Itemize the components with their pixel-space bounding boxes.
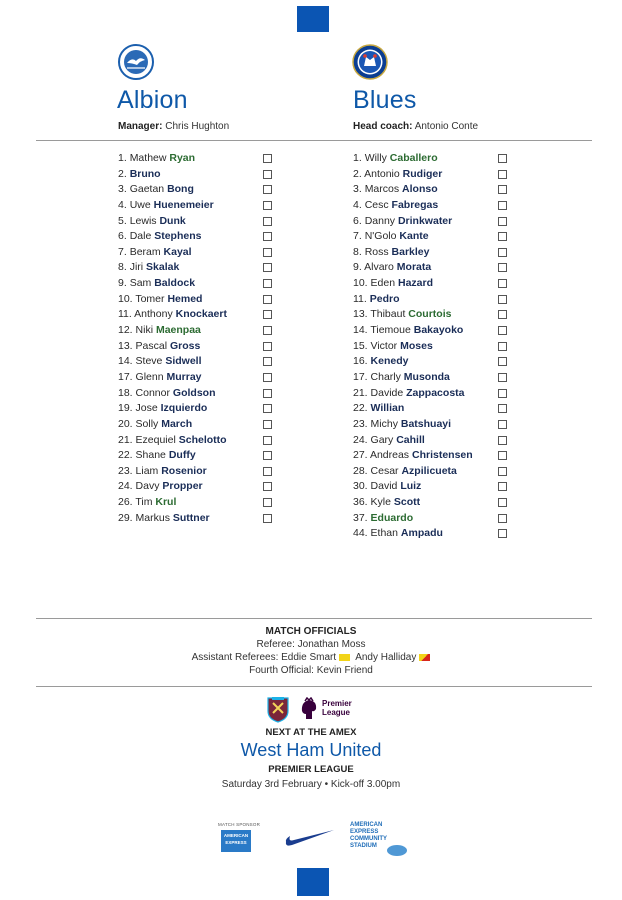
player-number: 11. bbox=[118, 308, 132, 321]
referee-line: Referee: Jonathan Moss bbox=[256, 639, 366, 650]
player-row bbox=[353, 323, 507, 339]
player-last-name: Cahill bbox=[396, 433, 425, 446]
player-first-name: Glenn bbox=[135, 370, 164, 383]
player-row bbox=[118, 354, 272, 370]
officials-heading: MATCH OFFICIALS bbox=[265, 626, 357, 637]
divider bbox=[36, 686, 592, 687]
player-first-name: Charly bbox=[370, 370, 401, 383]
player-row bbox=[118, 307, 272, 323]
player-checkbox[interactable] bbox=[498, 436, 507, 445]
player-last-name: Suttner bbox=[172, 511, 210, 524]
player-last-name: Morata bbox=[396, 261, 432, 274]
player-number: 28. bbox=[353, 464, 368, 477]
bottom-blue-tab bbox=[297, 868, 329, 896]
player-first-name: Connor bbox=[135, 386, 170, 399]
player-first-name: Marcos bbox=[364, 183, 400, 196]
player-row bbox=[353, 479, 507, 495]
player-row bbox=[353, 151, 507, 167]
player-last-name: Alonso bbox=[402, 183, 438, 196]
player-row bbox=[353, 307, 507, 323]
player-number: 23. bbox=[353, 417, 368, 430]
player-last-name: Kenedy bbox=[370, 355, 409, 368]
player-number: 16. bbox=[353, 355, 368, 368]
player-number: 8. bbox=[353, 245, 362, 258]
player-first-name: Kyle bbox=[370, 496, 391, 509]
match-officials bbox=[0, 625, 622, 677]
player-first-name: Thibaut bbox=[370, 308, 406, 321]
player-checkbox[interactable] bbox=[263, 467, 272, 476]
player-number: 4. bbox=[118, 198, 127, 211]
chelsea-crest-icon bbox=[352, 44, 388, 80]
player-row bbox=[118, 182, 272, 198]
player-number: 11. bbox=[353, 292, 367, 305]
player-number: 3. bbox=[353, 183, 362, 196]
stadium-logo-mark bbox=[387, 845, 407, 856]
player-last-name: Bong bbox=[167, 183, 194, 196]
player-first-name: Alvaro bbox=[364, 261, 394, 274]
player-first-name: Gary bbox=[370, 433, 394, 446]
player-row bbox=[353, 339, 507, 355]
player-number: 21. bbox=[118, 433, 133, 446]
player-row bbox=[118, 245, 272, 261]
player-last-name: Scott bbox=[393, 496, 421, 509]
player-first-name: Lewis bbox=[129, 214, 157, 227]
player-last-name: Bakayoko bbox=[413, 324, 464, 337]
player-checkbox[interactable] bbox=[498, 201, 507, 210]
player-checkbox[interactable] bbox=[263, 217, 272, 226]
assistant-referees-line bbox=[0, 651, 622, 664]
player-checkbox[interactable] bbox=[498, 373, 507, 382]
player-number: 13. bbox=[118, 339, 133, 352]
player-row bbox=[118, 448, 272, 464]
player-number: 27. bbox=[353, 449, 368, 462]
player-number: 9. bbox=[353, 261, 362, 274]
player-last-name: Kayal bbox=[163, 245, 192, 258]
player-last-name: Krul bbox=[155, 496, 177, 509]
player-first-name: Solly bbox=[135, 417, 159, 430]
player-row bbox=[353, 354, 507, 370]
player-last-name: Drinkwater bbox=[397, 214, 453, 227]
player-last-name: Zappacosta bbox=[406, 386, 465, 399]
player-number: 17. bbox=[353, 370, 368, 383]
player-last-name: Schelotto bbox=[178, 433, 227, 446]
player-row bbox=[353, 198, 507, 214]
player-checkbox[interactable] bbox=[498, 263, 507, 272]
player-checkbox[interactable] bbox=[263, 514, 272, 523]
yellow-flag-icon bbox=[339, 654, 350, 661]
player-checkbox[interactable] bbox=[263, 357, 272, 366]
player-number: 5. bbox=[118, 214, 127, 227]
player-row bbox=[118, 323, 272, 339]
player-number: 14. bbox=[118, 355, 133, 368]
player-checkbox[interactable] bbox=[498, 310, 507, 319]
player-last-name: Izquierdo bbox=[160, 402, 208, 415]
player-first-name: Davide bbox=[370, 386, 404, 399]
player-last-name: Baldock bbox=[154, 277, 196, 290]
player-row bbox=[118, 464, 272, 480]
player-row bbox=[353, 448, 507, 464]
player-checkbox[interactable] bbox=[498, 217, 507, 226]
top-blue-tab bbox=[297, 6, 329, 32]
player-first-name: Andreas bbox=[369, 449, 410, 462]
player-last-name: Propper bbox=[162, 480, 203, 493]
player-row bbox=[353, 386, 507, 402]
player-number: 6. bbox=[353, 214, 362, 227]
player-first-name: Gaetan bbox=[129, 183, 165, 196]
player-last-name: Rosenior bbox=[161, 464, 207, 477]
player-checkbox[interactable] bbox=[263, 201, 272, 210]
brighton-crest-icon bbox=[118, 44, 154, 80]
player-number: 7. bbox=[118, 245, 127, 258]
player-checkbox[interactable] bbox=[263, 498, 272, 507]
player-number: 20. bbox=[118, 417, 133, 430]
player-checkbox[interactable] bbox=[263, 420, 272, 429]
player-checkbox[interactable] bbox=[498, 154, 507, 163]
player-checkbox[interactable] bbox=[498, 357, 507, 366]
player-last-name: Bruno bbox=[129, 167, 161, 180]
blues-manager bbox=[353, 121, 478, 132]
player-number: 18. bbox=[118, 386, 133, 399]
player-first-name: Beram bbox=[129, 245, 161, 258]
player-row bbox=[118, 229, 272, 245]
player-checkbox[interactable] bbox=[498, 498, 507, 507]
player-first-name: Ezequiel bbox=[135, 433, 176, 446]
next-competition: PREMIER LEAGUE bbox=[268, 764, 354, 775]
player-first-name: Davy bbox=[135, 480, 160, 493]
player-last-name: Pedro bbox=[369, 292, 400, 305]
checkered-flag-icon bbox=[419, 654, 430, 661]
player-number: 3. bbox=[118, 183, 127, 196]
divider bbox=[36, 140, 592, 141]
player-last-name: Hemed bbox=[167, 292, 203, 305]
player-checkbox[interactable] bbox=[263, 185, 272, 194]
player-first-name: Cesar bbox=[370, 464, 399, 477]
fourth-official-line: Fourth Official: Kevin Friend bbox=[249, 665, 373, 676]
player-checkbox[interactable] bbox=[498, 404, 507, 413]
player-last-name: Duffy bbox=[168, 449, 196, 462]
player-number: 10. bbox=[353, 277, 368, 290]
player-last-name: Skalak bbox=[146, 261, 180, 274]
player-number: 1. bbox=[353, 152, 362, 164]
player-row bbox=[353, 417, 507, 433]
player-first-name: Shane bbox=[135, 449, 166, 462]
player-row bbox=[118, 339, 272, 355]
player-number: 26. bbox=[118, 496, 133, 509]
player-number: 15. bbox=[353, 339, 368, 352]
player-checkbox[interactable] bbox=[263, 342, 272, 351]
next-match-logos bbox=[266, 695, 366, 725]
assistant-referee-1: Eddie Smart bbox=[281, 652, 337, 663]
player-last-name: Ampadu bbox=[400, 527, 443, 540]
player-checkbox[interactable] bbox=[263, 170, 272, 179]
player-row bbox=[353, 167, 507, 183]
player-first-name: Victor bbox=[370, 339, 398, 352]
player-row bbox=[118, 401, 272, 417]
albion-team-name: Albion bbox=[117, 86, 188, 114]
blues-manager-name: Antonio Conte bbox=[414, 121, 479, 132]
player-row bbox=[118, 433, 272, 449]
player-first-name: Tiemoue bbox=[370, 324, 411, 337]
player-row bbox=[353, 495, 507, 511]
player-last-name: Luiz bbox=[400, 480, 422, 493]
player-last-name: Musonda bbox=[403, 370, 450, 383]
albion-manager bbox=[118, 121, 229, 132]
player-row bbox=[353, 276, 507, 292]
player-first-name: Jose bbox=[135, 402, 158, 415]
player-row bbox=[353, 229, 507, 245]
player-last-name: Stephens bbox=[154, 230, 202, 243]
player-last-name: Batshuayi bbox=[400, 417, 452, 430]
player-row bbox=[118, 511, 272, 527]
player-number: 37. bbox=[353, 511, 368, 524]
next-match-date: Saturday 3rd February • Kick-off 3.00pm bbox=[221, 779, 401, 790]
player-row bbox=[353, 511, 507, 527]
player-row bbox=[353, 292, 507, 308]
player-last-name: Azpilicueta bbox=[401, 464, 457, 477]
player-last-name: Rudiger bbox=[402, 167, 443, 180]
blues-squad-list bbox=[353, 151, 507, 542]
player-checkbox[interactable] bbox=[263, 326, 272, 335]
player-checkbox[interactable] bbox=[263, 263, 272, 272]
player-number: 17. bbox=[118, 370, 133, 383]
player-checkbox[interactable] bbox=[498, 232, 507, 241]
player-last-name: Fabregas bbox=[391, 198, 439, 211]
player-first-name: Ross bbox=[364, 245, 389, 258]
player-number: 30. bbox=[353, 480, 368, 493]
player-last-name: Sidwell bbox=[165, 355, 202, 368]
blues-team-name: Blues bbox=[353, 86, 417, 114]
player-checkbox[interactable] bbox=[263, 404, 272, 413]
player-first-name: N'Golo bbox=[364, 230, 397, 243]
player-number: 8. bbox=[118, 261, 127, 274]
player-first-name: Pascal bbox=[135, 339, 168, 352]
player-row bbox=[118, 167, 272, 183]
player-checkbox[interactable] bbox=[498, 451, 507, 460]
player-number: 44. bbox=[353, 527, 368, 540]
player-first-name: Ethan bbox=[370, 527, 398, 540]
player-checkbox[interactable] bbox=[263, 279, 272, 288]
albion-manager-label: Manager: bbox=[118, 121, 163, 132]
player-row bbox=[353, 401, 507, 417]
player-row bbox=[118, 214, 272, 230]
player-first-name: Eden bbox=[370, 277, 396, 290]
player-number: 9. bbox=[118, 277, 127, 290]
player-row bbox=[118, 198, 272, 214]
player-checkbox[interactable] bbox=[263, 154, 272, 163]
player-checkbox[interactable] bbox=[498, 279, 507, 288]
player-checkbox[interactable] bbox=[498, 389, 507, 398]
nike-swoosh-icon bbox=[284, 826, 336, 848]
player-last-name: Hazard bbox=[397, 277, 433, 290]
player-row bbox=[353, 464, 507, 480]
player-last-name: Barkley bbox=[391, 245, 430, 258]
player-number: 36. bbox=[353, 496, 368, 509]
player-first-name: Steve bbox=[135, 355, 163, 368]
player-number: 24. bbox=[118, 480, 133, 493]
player-number: 21. bbox=[353, 386, 368, 399]
player-checkbox[interactable] bbox=[263, 248, 272, 257]
player-number: 6. bbox=[118, 230, 127, 243]
player-first-name: Jiri bbox=[129, 261, 144, 274]
amex-stadium-wordmark: AMERICAN EXPRESS COMMUNITY STADIUM bbox=[350, 822, 387, 849]
player-first-name: Sam bbox=[129, 277, 152, 290]
player-number: 13. bbox=[353, 308, 368, 321]
player-first-name: Michy bbox=[370, 417, 398, 430]
player-first-name: Markus bbox=[135, 511, 170, 524]
player-row bbox=[118, 292, 272, 308]
player-checkbox[interactable] bbox=[498, 326, 507, 335]
player-checkbox[interactable] bbox=[498, 295, 507, 304]
player-last-name: Courtois bbox=[408, 308, 452, 321]
player-last-name: March bbox=[161, 417, 193, 430]
player-last-name: Moses bbox=[400, 339, 433, 352]
albion-manager-name: Chris Hughton bbox=[165, 121, 230, 132]
west-ham-crest-icon bbox=[266, 695, 290, 723]
player-first-name: Niki bbox=[135, 324, 154, 337]
player-checkbox[interactable] bbox=[498, 170, 507, 179]
player-checkbox[interactable] bbox=[498, 420, 507, 429]
player-row bbox=[118, 276, 272, 292]
player-first-name: Danny bbox=[364, 214, 396, 227]
player-checkbox[interactable] bbox=[263, 436, 272, 445]
amex-logo: AMERICAN EXPRESS bbox=[221, 830, 251, 852]
player-number: 22. bbox=[353, 402, 368, 415]
player-first-name: Liam bbox=[135, 464, 159, 477]
player-last-name: Maenpaa bbox=[155, 324, 201, 337]
blues-manager-label: Head coach: bbox=[353, 121, 413, 132]
player-last-name: Murray bbox=[166, 370, 202, 383]
player-checkbox[interactable] bbox=[263, 310, 272, 319]
player-row bbox=[118, 260, 272, 276]
assistant-referee-2: Andy Halliday bbox=[355, 652, 417, 663]
match-sponsor-label: MATCH SPONSOR bbox=[218, 822, 261, 827]
player-row bbox=[118, 495, 272, 511]
next-at-amex-label: NEXT AT THE AMEX bbox=[265, 727, 357, 738]
player-number: 12. bbox=[118, 324, 133, 337]
player-number: 1. bbox=[118, 152, 127, 164]
player-last-name: Ryan bbox=[169, 152, 196, 164]
player-checkbox[interactable] bbox=[498, 529, 507, 538]
player-last-name: Willian bbox=[370, 402, 405, 415]
divider bbox=[36, 618, 592, 619]
player-last-name: Huenemeier bbox=[153, 198, 214, 211]
player-first-name: David bbox=[370, 480, 398, 493]
player-first-name: Mathew bbox=[129, 152, 167, 164]
player-row bbox=[118, 386, 272, 402]
player-number: 19. bbox=[118, 402, 133, 415]
player-checkbox[interactable] bbox=[263, 232, 272, 241]
player-number: 4. bbox=[353, 198, 362, 211]
player-row bbox=[353, 182, 507, 198]
player-number: 24. bbox=[353, 433, 368, 446]
player-number: 29. bbox=[118, 511, 133, 524]
player-last-name: Caballero bbox=[389, 152, 438, 164]
player-row bbox=[353, 526, 507, 542]
player-row bbox=[118, 479, 272, 495]
player-row bbox=[353, 370, 507, 386]
player-number: 2. bbox=[353, 167, 362, 180]
player-checkbox[interactable] bbox=[498, 514, 507, 523]
player-number: 2. bbox=[118, 167, 127, 180]
player-last-name: Gross bbox=[169, 339, 201, 352]
player-first-name: Tomer bbox=[135, 292, 165, 305]
player-last-name: Eduardo bbox=[370, 511, 414, 524]
assistant-referees-label: Assistant Referees: bbox=[191, 652, 279, 663]
player-checkbox[interactable] bbox=[498, 467, 507, 476]
player-first-name: Tim bbox=[135, 496, 153, 509]
player-last-name: Knockaert bbox=[175, 308, 227, 321]
player-row bbox=[353, 260, 507, 276]
player-row bbox=[118, 151, 272, 167]
player-number: 14. bbox=[353, 324, 368, 337]
player-checkbox[interactable] bbox=[263, 482, 272, 491]
player-last-name: Goldson bbox=[172, 386, 216, 399]
player-last-name: Dunk bbox=[159, 214, 186, 227]
player-checkbox[interactable] bbox=[498, 482, 507, 491]
player-last-name: Christensen bbox=[411, 449, 473, 462]
next-opponent: West Ham United bbox=[240, 740, 382, 760]
player-checkbox[interactable] bbox=[263, 295, 272, 304]
player-checkbox[interactable] bbox=[498, 342, 507, 351]
player-number: 7. bbox=[353, 230, 362, 243]
premier-league-lion-icon bbox=[298, 697, 320, 723]
player-checkbox[interactable] bbox=[263, 373, 272, 382]
player-row bbox=[118, 370, 272, 386]
player-checkbox[interactable] bbox=[263, 389, 272, 398]
premier-league-wordmark: Premier League bbox=[322, 699, 352, 717]
player-checkbox[interactable] bbox=[263, 451, 272, 460]
player-checkbox[interactable] bbox=[498, 185, 507, 194]
player-first-name: Anthony bbox=[134, 308, 173, 321]
player-number: 10. bbox=[118, 292, 133, 305]
player-first-name: Uwe bbox=[129, 198, 151, 211]
albion-squad-list bbox=[118, 151, 272, 526]
player-checkbox[interactable] bbox=[498, 248, 507, 257]
player-row bbox=[353, 433, 507, 449]
player-number: 22. bbox=[118, 449, 133, 462]
player-number: 23. bbox=[118, 464, 133, 477]
player-first-name: Willy bbox=[364, 152, 387, 164]
player-row bbox=[353, 245, 507, 261]
player-row bbox=[118, 417, 272, 433]
player-row bbox=[353, 214, 507, 230]
player-first-name: Cesc bbox=[364, 198, 389, 211]
player-first-name: Antonio bbox=[364, 167, 400, 180]
player-last-name: Kante bbox=[399, 230, 429, 243]
player-first-name: Dale bbox=[129, 230, 152, 243]
